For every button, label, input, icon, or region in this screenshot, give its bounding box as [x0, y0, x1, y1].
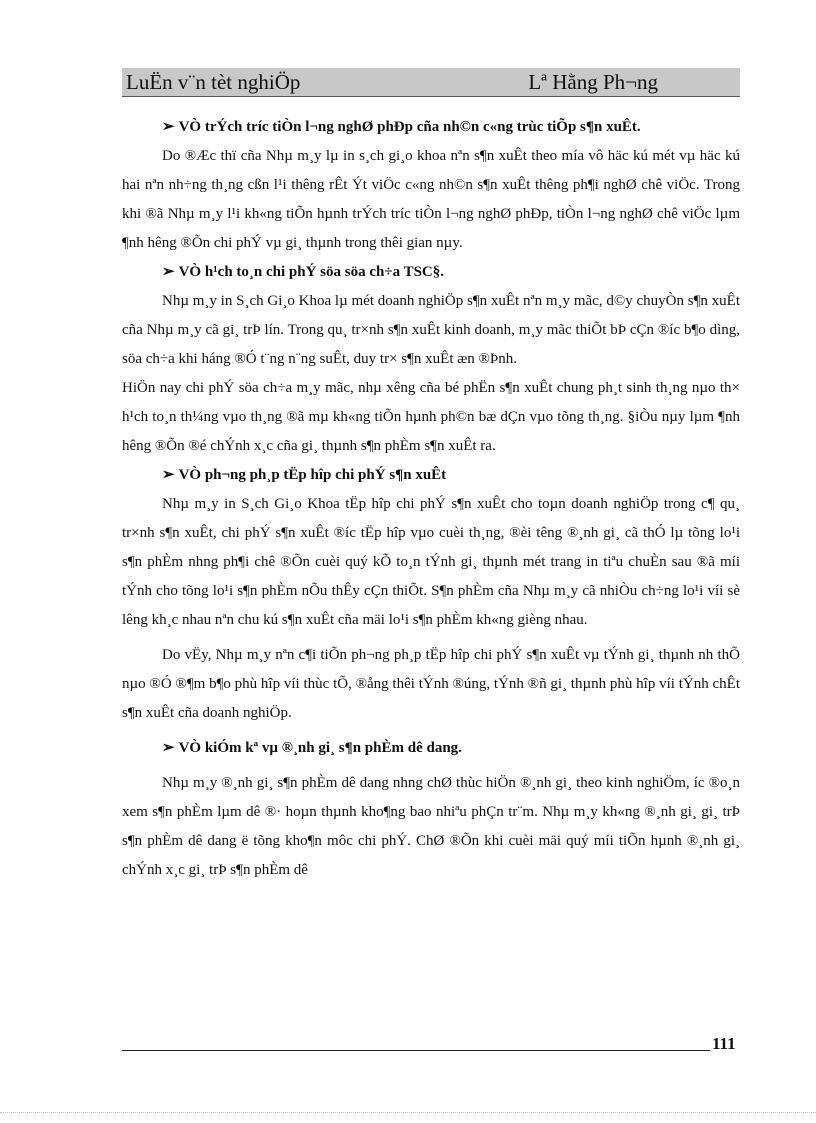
header-thesis-title: LuËn v¨n tèt nghiÖp — [126, 70, 301, 94]
paragraph: Nhµ m¸y in S¸ch Gi¸o Khoa lµ mét doanh nghiÖp s¶n xuÊt nªn m¸y mãc, d©y chuyÒn s¶n xuÊt cña Nhµ m¸y cã gi¸ trÞ lín. Trong qu¸ tr×nh s¶n xuÊt kinh doanh, m¸y mãc thiÕt bÞ cÇn ®íc b¶o dìng, söa ch÷a khi háng ®Ó t¨ng n¨ng suÊt, duy tr× s¶n xuÊt æn ®Þnh. — [122, 293, 740, 367]
section-heading: ➢ VÒ trÝch tríc tiÒn l¬ng nghØ phÐp cña nh©n c«ng trùc tiÕp s¶n xuÊt. — [162, 119, 641, 135]
section-heading: ➢ VÒ ph¬ng ph¸p tËp hîp chi phÝ s¶n xuÊt — [162, 467, 447, 483]
header-author-name: Lª Hằng Ph¬ng — [528, 70, 658, 94]
arrow-bullet-icon: ➢ — [162, 264, 175, 280]
paragraph: Nhµ m¸y ®¸nh gi¸ s¶n phÈm dê dang nhng chØ thùc hiÖn ®¸nh gi¸ theo kinh nghiÖm, íc ®o¸n xem s¶n phÈm lµm dê ®· hoµn thµnh kho¶ng bao nhiªu phÇn tr¨m. Nhµ m¸y kh«ng ®¸nh gi¸ gi¸ trÞ s¶n phÈm dê dang ë tõng kho¶n môc chi phÝ. ChØ ®Õn khi cuèi mäi quý míi tiÕn hµnh ®¸nh gi¸ chÝnh x¸c gi¸ trÞ s¶n phÈm dê — [122, 775, 740, 878]
section-heading: ➢ VÒ kiÓm kª vµ ®¸nh gi¸ s¶n phÈm dê dang. — [162, 740, 462, 756]
footer-rule — [122, 1050, 710, 1051]
page-edge-divider — [0, 1112, 816, 1113]
paragraph: Do ®Æc thï cña Nhµ m¸y lµ in s¸ch gi¸o khoa nªn s¶n xuÊt theo mía vô häc kú mét vµ häc kú hai nªn nh÷ng th¸ng cßn l¹i thêng rÊt Ýt viÖc c«ng nh©n s¶n xuÊt thêng ph¶i nghØ chê viÖc. Trong khi ®ã Nhµ m¸y l¹i kh«ng tiÕn hµnh trÝch tríc tiÒn l¬ng nghØ phÐp, tiÒn l¬ng nghØ chê viÖc lµm ¶nh hêng ®Õn chi phÝ vµ gi¸ thµnh trong thêi gian nµy. — [122, 148, 740, 251]
arrow-bullet-icon: ➢ — [162, 740, 175, 756]
arrow-bullet-icon: ➢ — [162, 467, 175, 483]
page-header — [122, 68, 740, 97]
paragraph: HiÖn nay chi phÝ söa ch÷a m¸y mãc, nhµ xêng cña bé phËn s¶n xuÊt chung ph¸t sinh th¸ng nµo th× h¹ch to¸n th¼ng vµo th¸ng ®ã mµ kh«ng tiÕn hµnh ph©n bæ dÇn vµo tõng th¸ng. §iÒu nµy lµm ¶nh hêng ®Õn ®é chÝnh x¸c cña gi¸ thµnh s¶n phÈm s¶n xuÊt ra. — [122, 380, 740, 454]
section-heading: ➢ VÒ h¹ch to¸n chi phÝ söa söa ch÷a TSC§. — [162, 264, 445, 280]
paragraph: Do vËy, Nhµ m¸y nªn c¶i tiÕn ph¬ng ph¸p tËp hîp chi phÝ s¶n xuÊt vµ tÝnh gi¸ thµnh nh thÕ nµo ®Ó ®¶m b¶o phù hîp víi thùc tÕ, ®ång thêi tÝnh ®úng, tÝnh ®ñ gi¸ thµnh phù hîp víi tÝnh chÊt s¶n xuÊt cña doanh nghiÖp. — [122, 647, 740, 721]
page-number: 111 — [712, 1034, 736, 1053]
paragraph: Nhµ m¸y in S¸ch Gi¸o Khoa tËp hîp chi phÝ s¶n xuÊt cho toµn doanh nghiÖp trong c¶ qu¸ tr×nh s¶n xuÊt, chi phÝ s¶n xuÊt ®íc tËp hîp vµo cuèi th¸ng, ®èi têng ®¸nh gi¸ cã thÓ lµ tõng lo¹i s¶n phÈm nhng ph¶i chê ®Õn cuèi quý kÕ to¸n tÝnh gi¸ thµnh mét trang in tiªu chuÈn sau ®ã míi tÝnh cho tõng lo¹i s¶n phÈm nÕu thÊy cÇn thiÕt. S¶n phÈm cña Nhµ m¸y cã nhiÒu ch÷ng lo¹i víi sè lêng kh¸c nhau nªn chu kú s¶n xuÊt cña mäi lo¹i s¶n phÈm kh«ng gièng nhau. — [122, 496, 740, 628]
arrow-bullet-icon: ➢ — [162, 119, 175, 135]
document-body — [122, 113, 740, 885]
